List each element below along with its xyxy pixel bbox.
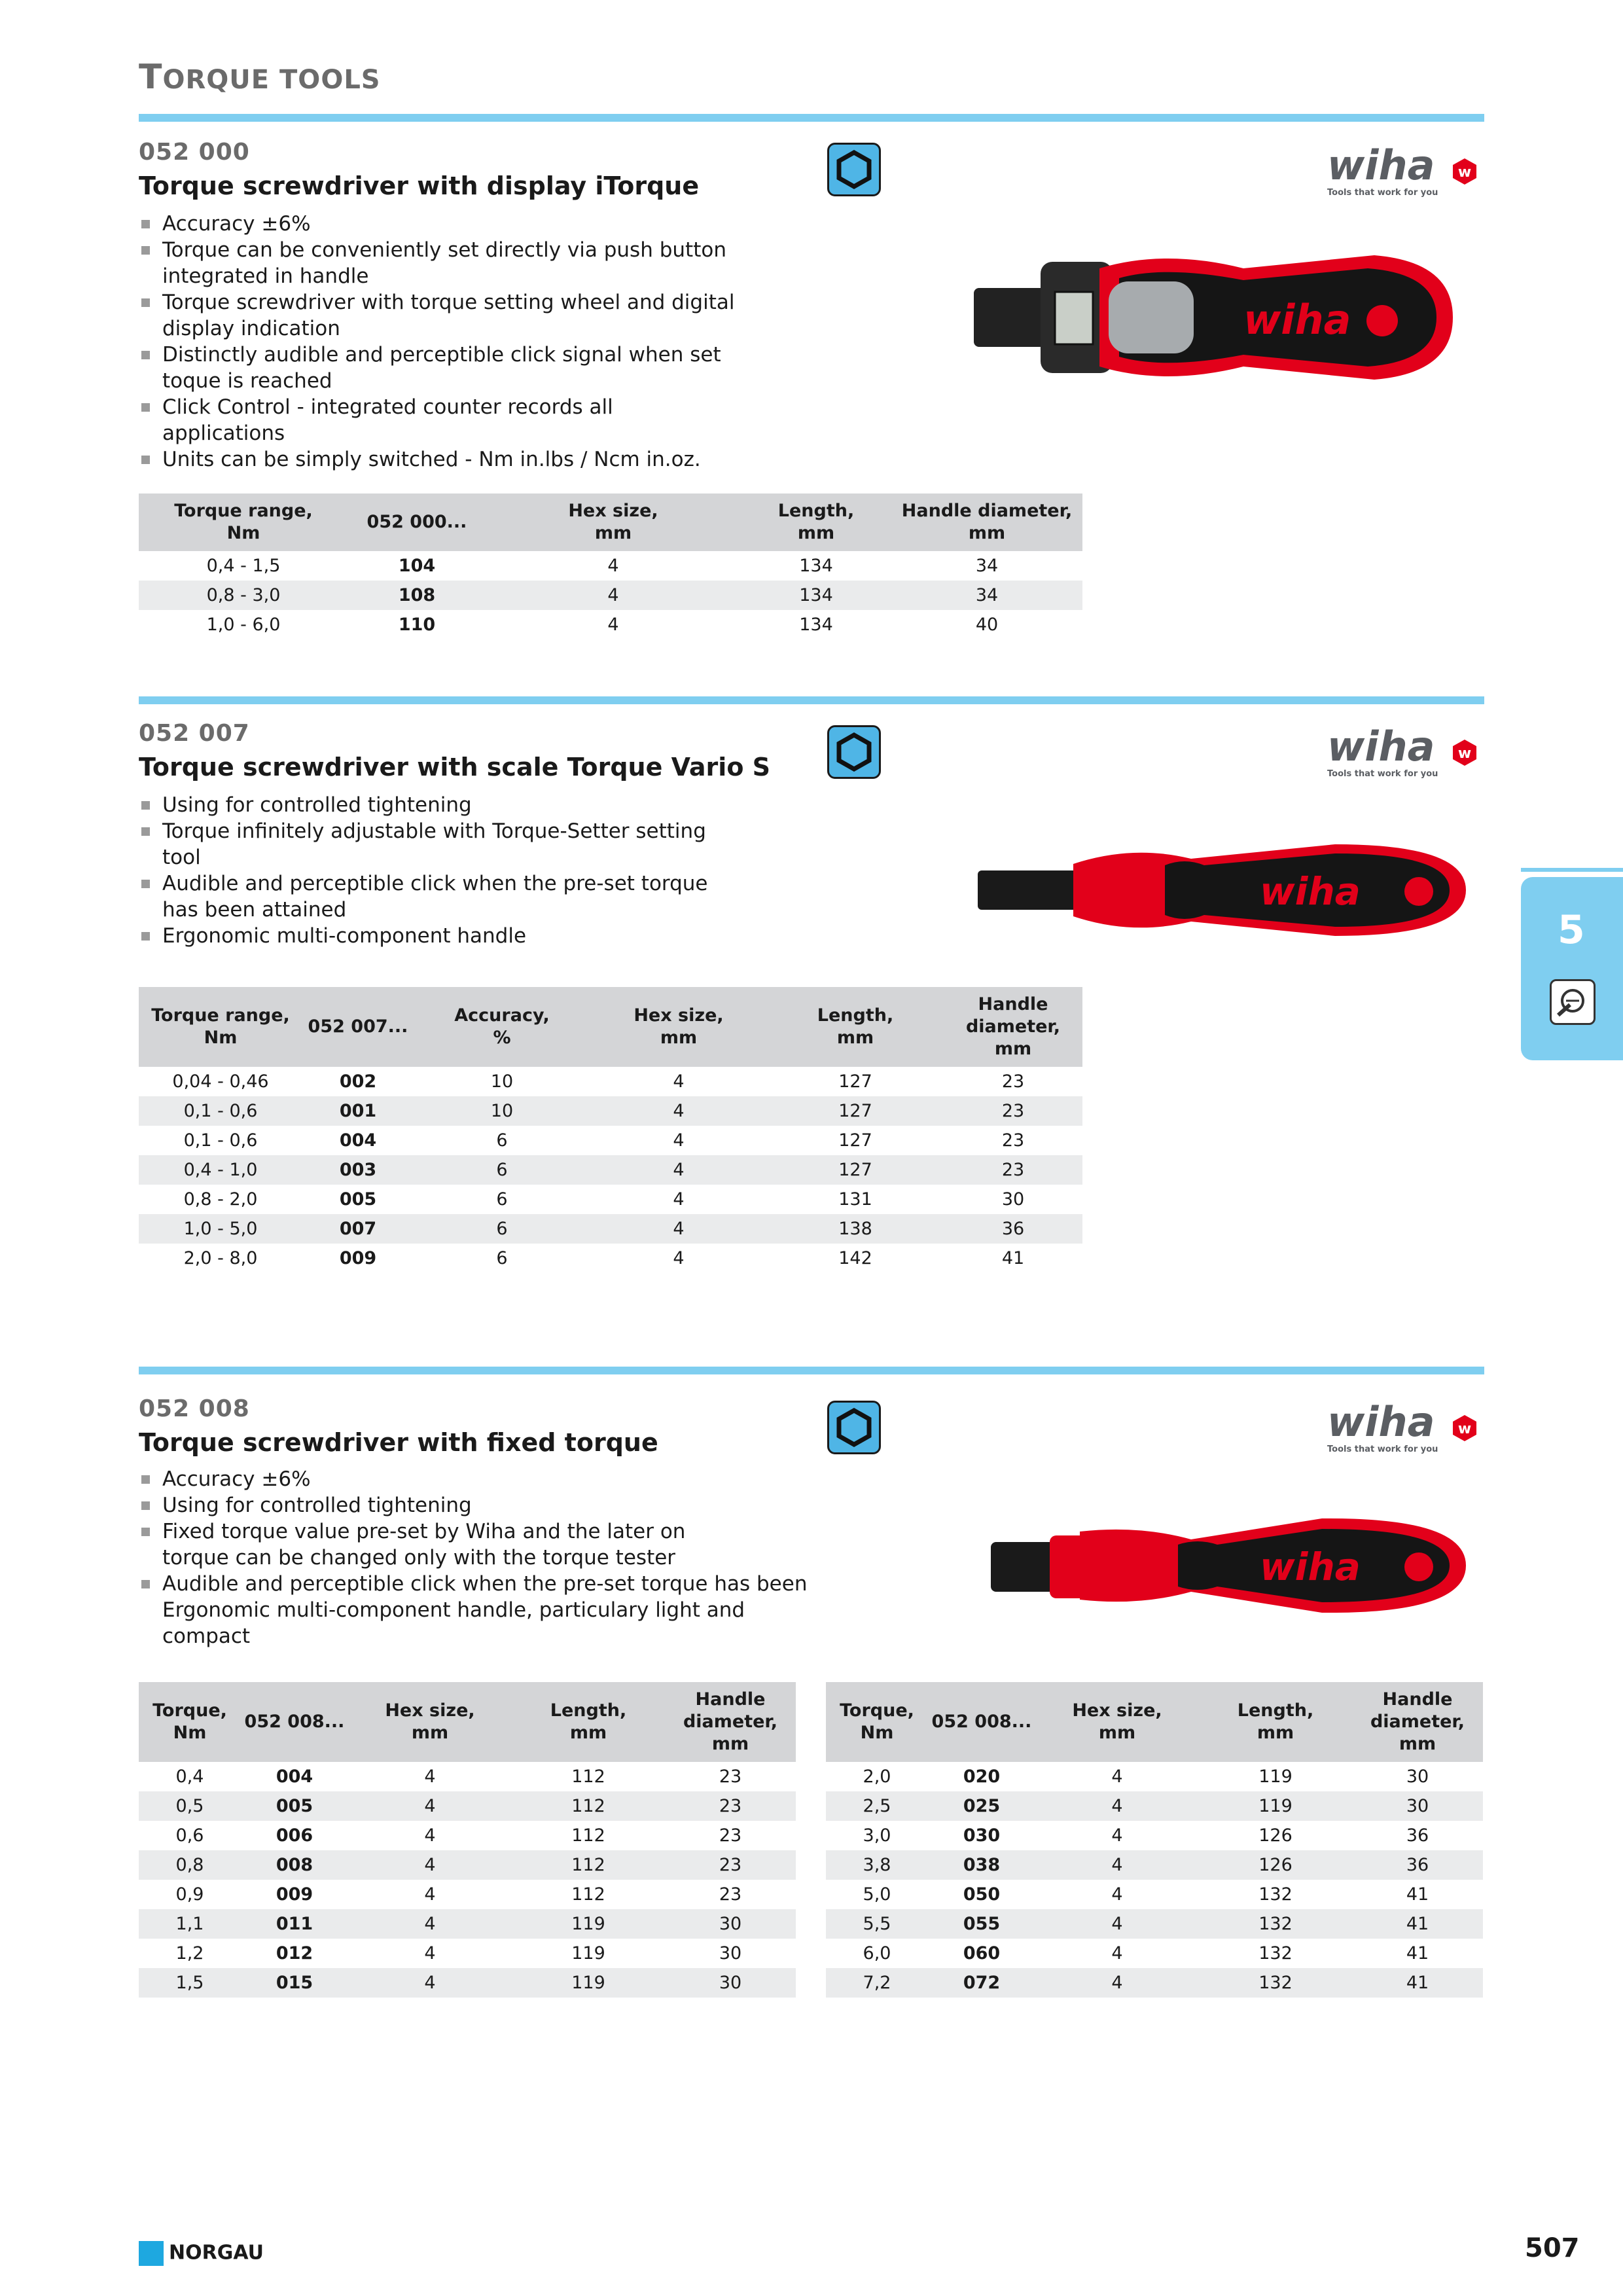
table-cell: 132 xyxy=(1199,1968,1352,1998)
wiha-logo xyxy=(1325,726,1482,779)
table-cell: 10 xyxy=(414,1096,590,1126)
svg-text:wiha: wiha xyxy=(1260,869,1361,914)
feature-list xyxy=(139,792,738,949)
table-cell: 3,0 xyxy=(863,1825,891,1846)
table-cell: 127 xyxy=(838,1071,872,1092)
section-divider xyxy=(139,696,1484,704)
table-cell: 119 xyxy=(1199,1791,1352,1821)
table-cell: 34 xyxy=(891,581,1082,610)
table-cell: 108 xyxy=(348,581,486,610)
column-header: Handle diameter, mm xyxy=(944,987,1082,1067)
table-cell: 30 xyxy=(1001,1189,1025,1210)
table-row xyxy=(139,1096,1082,1126)
header-divider xyxy=(139,114,1484,122)
hex-socket-icon xyxy=(827,1401,881,1454)
page-number: 507 xyxy=(1525,2233,1580,2263)
feature-item: Torque infinitely adjustable with Torque-Setter setting tool xyxy=(139,818,738,870)
table-cell: 4 xyxy=(1035,1850,1199,1880)
table-cell: 30 xyxy=(719,1943,742,1964)
feature-list xyxy=(139,1466,817,1649)
table-cell: 011 xyxy=(241,1909,348,1939)
feature-item: Ergonomic multi-component handle xyxy=(139,923,738,949)
feature-item: Accuracy ±6% xyxy=(139,1466,738,1492)
table-row xyxy=(139,1968,796,1998)
hex-socket-icon xyxy=(827,725,881,779)
table-cell: 36 xyxy=(1352,1850,1483,1880)
table-cell: 004 xyxy=(339,1130,377,1151)
table-cell: 006 xyxy=(276,1825,313,1846)
wiha-logo xyxy=(1325,145,1482,198)
table-cell: 131 xyxy=(838,1189,872,1210)
screwdriver-photo xyxy=(969,831,1466,952)
table-row xyxy=(139,1909,796,1939)
feature-item: Torque screwdriver with torque setting wheel and digital display indication xyxy=(139,289,738,342)
section-divider xyxy=(139,1367,1484,1374)
table-cell: 6,0 xyxy=(863,1943,891,1964)
table-cell: 002 xyxy=(339,1071,377,1092)
table-cell: 050 xyxy=(963,1884,1001,1905)
table-cell: 112 xyxy=(512,1791,665,1821)
table-cell: 7,2 xyxy=(826,1968,928,1998)
table-cell: 110 xyxy=(398,615,436,635)
spec-table xyxy=(826,1682,1483,1998)
table-cell: 012 xyxy=(276,1943,313,1964)
table-cell: 072 xyxy=(928,1968,1035,1998)
table-cell: 23 xyxy=(719,1825,742,1846)
table-cell: 4 xyxy=(1035,1968,1199,1998)
column-header: Hex size, mm xyxy=(348,1682,512,1762)
feature-item: Audible and perceptible click when the pre-set torque has been attained xyxy=(139,870,738,923)
table-cell: 36 xyxy=(1406,1825,1429,1846)
table-cell: 4 xyxy=(1111,1884,1123,1905)
table-cell: 060 xyxy=(963,1943,1001,1964)
table-row xyxy=(139,1762,796,1791)
table-cell: 132 xyxy=(1258,1884,1293,1905)
table-cell: 6 xyxy=(414,1155,590,1185)
feature-item: Units can be simply switched - Nm in.lbs / Ncm in.oz. xyxy=(139,446,738,473)
table-row xyxy=(826,1791,1483,1821)
table-cell: 126 xyxy=(1258,1825,1293,1846)
table-cell: 0,4 - 1,5 xyxy=(206,556,281,576)
torque-tool-icon xyxy=(1550,979,1596,1025)
table-cell: 6 xyxy=(414,1214,590,1244)
column-header: Length, mm xyxy=(1199,1682,1352,1762)
table-cell: 23 xyxy=(1001,1130,1025,1151)
table-cell: 0,5 xyxy=(139,1791,241,1821)
table-cell: 005 xyxy=(241,1791,348,1821)
table-cell: 4 xyxy=(673,1130,685,1151)
table-row xyxy=(139,1939,796,1968)
svg-text:Tools that work for you: Tools that work for you xyxy=(1327,1444,1438,1454)
table-row xyxy=(826,1909,1483,1939)
column-header: Hex size, mm xyxy=(486,493,741,551)
table-cell: 119 xyxy=(512,1968,665,1998)
column-header: Torque range, Nm xyxy=(139,493,348,551)
feature-list xyxy=(139,211,738,473)
table-cell: 127 xyxy=(767,1155,944,1185)
table-cell: 0,8 - 2,0 xyxy=(183,1189,258,1210)
svg-text:wiha: wiha xyxy=(1327,1402,1435,1446)
table-cell: 038 xyxy=(928,1850,1035,1880)
table-cell: 008 xyxy=(241,1850,348,1880)
feature-item: Audible and perceptible click when the pre-set torque has been Ergonomic multi-component handle, particulary light and compact xyxy=(139,1571,817,1649)
column-header: Length, mm xyxy=(512,1682,665,1762)
table-row xyxy=(139,581,1082,610)
table-row xyxy=(139,1791,796,1821)
wiha-logo xyxy=(1325,1402,1482,1454)
table-cell: 23 xyxy=(944,1155,1082,1185)
table-cell: 126 xyxy=(1199,1850,1352,1880)
table-cell: 009 xyxy=(339,1248,377,1268)
table-cell: 001 xyxy=(302,1096,414,1126)
table-cell: 4 xyxy=(348,1791,512,1821)
table-cell: 30 xyxy=(665,1909,796,1939)
svg-text:wiha: wiha xyxy=(1327,145,1435,189)
table-cell: 4 xyxy=(673,1189,685,1210)
table-row xyxy=(826,1762,1483,1791)
table-cell: 0,1 - 0,6 xyxy=(139,1096,302,1126)
table-cell: 41 xyxy=(1406,1884,1429,1905)
table-cell: 004 xyxy=(276,1767,313,1787)
footer-brand: NORGAU xyxy=(139,2241,264,2266)
svg-text:Tools that work for you: Tools that work for you xyxy=(1327,188,1438,198)
table-row xyxy=(139,551,1082,581)
table-row xyxy=(139,1880,796,1909)
table-row xyxy=(139,1185,1082,1214)
section-title: Torque screwdriver with scale Torque Vario S xyxy=(139,753,771,781)
table-cell: 003 xyxy=(302,1155,414,1185)
table-cell: 41 xyxy=(1352,1909,1483,1939)
feature-item: Click Control - integrated counter records all applications xyxy=(139,394,738,446)
table-row xyxy=(826,1821,1483,1850)
table-cell: 119 xyxy=(571,1943,605,1964)
column-header: Accuracy, % xyxy=(414,987,590,1067)
feature-item: Using for controlled tightening xyxy=(139,792,738,818)
table-cell: 6 xyxy=(496,1248,508,1268)
table-cell: 127 xyxy=(767,1096,944,1126)
table-cell: 0,1 - 0,6 xyxy=(183,1130,258,1151)
column-header: Handle diameter, mm xyxy=(1352,1682,1483,1762)
section-code: 052 008 xyxy=(139,1395,250,1422)
table-row xyxy=(139,1244,1082,1273)
table-cell: 4 xyxy=(424,1825,436,1846)
section-title: Torque screwdriver with fixed torque xyxy=(139,1428,658,1457)
table-row xyxy=(139,1155,1082,1185)
table-row xyxy=(826,1850,1483,1880)
table-cell: 0,9 xyxy=(175,1884,204,1905)
svg-text:wiha: wiha xyxy=(1243,296,1351,344)
table-cell: 132 xyxy=(1199,1909,1352,1939)
table-cell: 41 xyxy=(1406,1943,1429,1964)
section-title: Torque screwdriver with display iTorque xyxy=(139,171,700,200)
table-cell: 112 xyxy=(512,1850,665,1880)
table-cell: 005 xyxy=(339,1189,377,1210)
table-row xyxy=(826,1939,1483,1968)
table-cell: 6 xyxy=(496,1130,508,1151)
table-row xyxy=(139,1821,796,1850)
table-cell: 1,2 xyxy=(175,1943,204,1964)
table-row xyxy=(139,610,1082,639)
table-cell: 4 xyxy=(590,1214,767,1244)
table-cell: 30 xyxy=(665,1968,796,1998)
table-cell: 0,4 xyxy=(175,1767,204,1787)
table-cell: 23 xyxy=(665,1791,796,1821)
column-header: Hex size, mm xyxy=(1035,1682,1199,1762)
table-row xyxy=(139,1126,1082,1155)
table-cell: 1,5 xyxy=(139,1968,241,1998)
table-cell: 127 xyxy=(838,1130,872,1151)
table-cell: 119 xyxy=(1258,1767,1293,1787)
table-cell: 5,0 xyxy=(863,1884,891,1905)
svg-text:wiha: wiha xyxy=(1260,1545,1361,1589)
table-cell: 2,5 xyxy=(826,1791,928,1821)
table-cell: 4 xyxy=(673,1248,685,1268)
brand-square-icon xyxy=(139,2241,164,2266)
table-cell: 020 xyxy=(963,1767,1001,1787)
table-cell: 36 xyxy=(944,1214,1082,1244)
table-cell: 0,4 - 1,0 xyxy=(139,1155,302,1185)
table-cell: 2,0 xyxy=(863,1767,891,1787)
table-cell: 4 xyxy=(486,581,741,610)
table-cell: 6 xyxy=(496,1189,508,1210)
table-cell: 4 xyxy=(1111,1943,1123,1964)
table-cell: 23 xyxy=(1001,1071,1025,1092)
table-cell: 119 xyxy=(512,1909,665,1939)
column-header: Torque range, Nm xyxy=(139,987,302,1067)
svg-text:Tools that work for you: Tools that work for you xyxy=(1327,769,1438,779)
table-cell: 10 xyxy=(490,1071,514,1092)
table-cell: 104 xyxy=(398,556,436,576)
table-cell: 40 xyxy=(975,615,999,635)
table-cell: 4 xyxy=(424,1884,436,1905)
table-cell: 112 xyxy=(571,1884,605,1905)
table-cell: 4 xyxy=(348,1850,512,1880)
table-cell: 1,0 - 5,0 xyxy=(139,1214,302,1244)
table-cell: 009 xyxy=(276,1884,313,1905)
table-cell: 015 xyxy=(241,1968,348,1998)
column-header: Handle diameter, mm xyxy=(665,1682,796,1762)
table-cell: 1,0 - 6,0 xyxy=(206,615,281,635)
column-header: 052 007... xyxy=(302,987,414,1067)
svg-text:w: w xyxy=(1457,1421,1472,1437)
column-header: Handle diameter, mm xyxy=(891,493,1082,551)
table-cell: 41 xyxy=(1352,1968,1483,1998)
column-header: 052 008... xyxy=(928,1682,1035,1762)
table-cell: 0,6 xyxy=(175,1825,204,1846)
spec-table xyxy=(139,987,1082,1273)
hex-socket-icon xyxy=(827,143,881,196)
table-cell: 132 xyxy=(1258,1943,1293,1964)
table-cell: 134 xyxy=(799,556,833,576)
table-cell: 030 xyxy=(963,1825,1001,1846)
feature-item: Fixed torque value pre-set by Wiha and the later on torque can be changed only with the torque tester xyxy=(139,1518,738,1571)
chapter-number: 5 xyxy=(1558,907,1585,953)
column-header: 052 008... xyxy=(241,1682,348,1762)
table-cell: 142 xyxy=(838,1248,872,1268)
table-cell: 134 xyxy=(799,615,833,635)
page-title: TORQUE TOOLS xyxy=(139,58,381,97)
table-cell: 23 xyxy=(944,1096,1082,1126)
table-cell: 4 xyxy=(673,1071,685,1092)
table-cell: 4 xyxy=(348,1968,512,1998)
column-header: Length, mm xyxy=(741,493,891,551)
table-cell: 112 xyxy=(571,1767,605,1787)
table-cell: 0,8 - 3,0 xyxy=(139,581,348,610)
table-row xyxy=(826,1968,1483,1998)
column-header: 052 000... xyxy=(348,493,486,551)
feature-item: Using for controlled tightening xyxy=(139,1492,738,1518)
svg-text:w: w xyxy=(1457,164,1472,181)
table-cell: 0,8 xyxy=(139,1850,241,1880)
table-row xyxy=(139,1067,1082,1096)
screwdriver-photo xyxy=(982,1505,1479,1626)
table-cell: 055 xyxy=(928,1909,1035,1939)
feature-item: Distinctly audible and perceptible click signal when set toque is reached xyxy=(139,342,738,394)
table-cell: 4 xyxy=(424,1767,436,1787)
table-cell: 23 xyxy=(719,1884,742,1905)
svg-text:wiha: wiha xyxy=(1327,726,1435,770)
table-cell: 34 xyxy=(975,556,999,576)
table-cell: 4 xyxy=(1035,1791,1199,1821)
table-cell: 30 xyxy=(1406,1767,1429,1787)
table-cell: 2,0 - 8,0 xyxy=(183,1248,258,1268)
spec-table xyxy=(139,493,1082,639)
table-row xyxy=(826,1880,1483,1909)
table-cell: 4 xyxy=(1111,1825,1123,1846)
table-cell: 134 xyxy=(741,581,891,610)
table-cell: 007 xyxy=(302,1214,414,1244)
table-cell: 5,5 xyxy=(826,1909,928,1939)
spec-table xyxy=(139,1682,796,1998)
chapter-tab[interactable] xyxy=(1521,877,1623,1060)
table-cell: 23 xyxy=(665,1850,796,1880)
feature-item: Accuracy ±6% xyxy=(139,211,738,237)
table-cell: 23 xyxy=(719,1767,742,1787)
section-code: 052 000 xyxy=(139,139,250,166)
table-cell: 4 xyxy=(607,615,619,635)
table-cell: 3,8 xyxy=(826,1850,928,1880)
table-cell: 4 xyxy=(1111,1767,1123,1787)
table-cell: 1,1 xyxy=(139,1909,241,1939)
svg-text:w: w xyxy=(1457,745,1472,762)
table-cell: 4 xyxy=(424,1943,436,1964)
table-cell: 112 xyxy=(571,1825,605,1846)
table-cell: 41 xyxy=(1001,1248,1025,1268)
table-row xyxy=(139,1850,796,1880)
table-cell: 30 xyxy=(1352,1791,1483,1821)
table-cell: 4 xyxy=(590,1096,767,1126)
table-cell: 0,04 - 0,46 xyxy=(172,1071,269,1092)
screwdriver-photo xyxy=(969,242,1466,395)
column-header: Hex size, mm xyxy=(590,987,767,1067)
side-tab-divider xyxy=(1521,868,1623,872)
column-header: Torque, Nm xyxy=(826,1682,928,1762)
table-cell: 4 xyxy=(607,556,619,576)
section-code: 052 007 xyxy=(139,720,250,747)
table-cell: 138 xyxy=(767,1214,944,1244)
feature-item: Torque can be conveniently set directly via push button integrated in handle xyxy=(139,237,738,289)
column-header: Length, mm xyxy=(767,987,944,1067)
table-cell: 4 xyxy=(348,1909,512,1939)
table-cell: 4 xyxy=(590,1155,767,1185)
table-row xyxy=(139,1214,1082,1244)
table-cell: 025 xyxy=(928,1791,1035,1821)
table-cell: 4 xyxy=(1035,1909,1199,1939)
column-header: Torque, Nm xyxy=(139,1682,241,1762)
